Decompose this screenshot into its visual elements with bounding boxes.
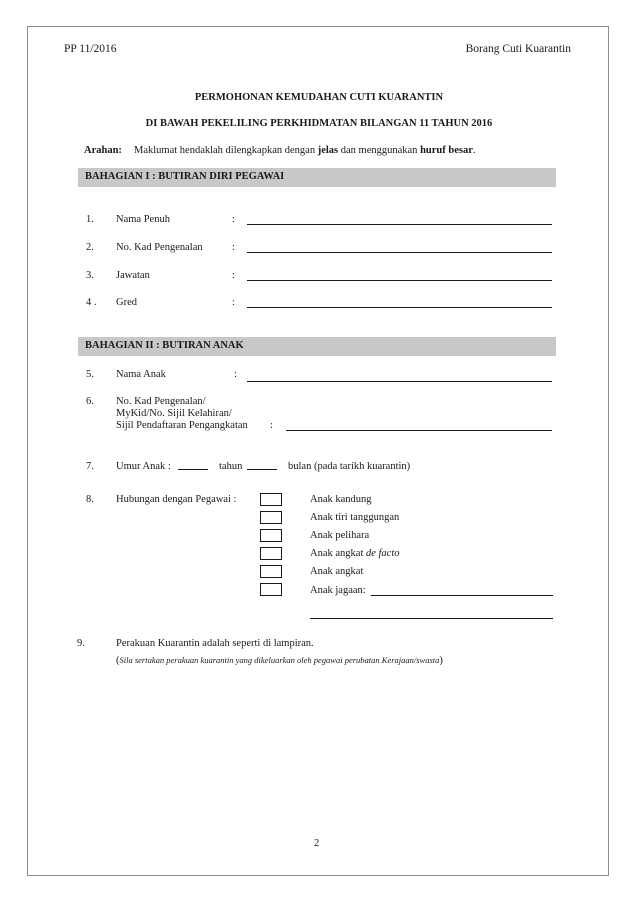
field6-colon: :	[270, 420, 273, 431]
field7-tahun-line[interactable]	[178, 469, 208, 470]
field2-num: 2.	[86, 242, 94, 253]
section1-heading: BAHAGIAN I : BUTIRAN DIRI PEGAWAI	[85, 171, 285, 182]
field8-label: Hubungan dengan Pegawai :	[116, 494, 237, 505]
field6-label-line3: Sijil Pendaftaran Pengangkatan	[116, 420, 248, 431]
field7-tahun: tahun	[219, 461, 243, 472]
checkbox-anak-tiri[interactable]	[260, 511, 282, 524]
field6-id-line[interactable]	[286, 430, 552, 431]
item9-text: Perakuan Kuarantin adalah seperti di lampiran.	[116, 638, 314, 649]
field3-num: 3.	[86, 270, 94, 281]
field6-label-line1: No. Kad Pengenalan/	[116, 396, 206, 407]
field4-label: Gred	[116, 297, 137, 308]
header-right: Borang Cuti Kuarantin	[465, 43, 571, 55]
option-anak-jagaan: Anak jagaan:	[310, 585, 366, 596]
form-subtitle: DI BAWAH PEKELILING PERKHIDMATAN BILANGAN 11 TAHUN 2016	[145, 118, 493, 129]
field7-bulan: bulan (pada tarikh kuarantin)	[288, 461, 411, 472]
page-number: 2	[314, 838, 320, 849]
header-left: PP 11/2016	[64, 43, 117, 55]
field3-label: Jawatan	[116, 270, 150, 281]
form-title: PERMOHONAN KEMUDAHAN CUTI KUARANTIN	[194, 92, 444, 103]
field5-colon: :	[234, 369, 237, 380]
field2-colon: :	[232, 242, 235, 253]
anak-jagaan-line-2[interactable]	[310, 618, 553, 619]
field3-colon: :	[232, 270, 235, 281]
field1-colon: :	[232, 214, 235, 225]
field5-nama-anak-line[interactable]	[247, 381, 552, 382]
field7-num: 7.	[86, 461, 94, 472]
arahan-text: Maklumat hendaklah dilengkapkan dengan jelas dan menggunakan huruf besar.	[134, 145, 476, 156]
arahan-label: Arahan:	[84, 145, 122, 156]
checkbox-anak-angkat[interactable]	[260, 565, 282, 578]
item9-num: 9.	[77, 638, 85, 649]
section1-heading-band	[78, 168, 556, 187]
field3-jawatan-line[interactable]	[247, 280, 552, 281]
anak-jagaan-line[interactable]	[371, 595, 553, 596]
field6-label-line2: MyKid/No. Sijil Kelahiran/	[116, 408, 232, 419]
field5-label: Nama Anak	[116, 369, 166, 380]
field1-num: 1.	[86, 214, 94, 225]
option-anak-angkat-de-facto: Anak angkat de facto	[310, 548, 400, 559]
field1-label: Nama Penuh	[116, 214, 170, 225]
item9-note: (Sila sertakan perakuan kuarantin yang dikeluarkan oleh pegawai perubatan Kerajaan/swasta)	[116, 655, 443, 666]
field7-label: Umur Anak :	[116, 461, 171, 472]
checkbox-anak-angkat-de-facto[interactable]	[260, 547, 282, 560]
checkbox-anak-kandung[interactable]	[260, 493, 282, 506]
field8-num: 8.	[86, 494, 94, 505]
section2-heading-band	[78, 337, 556, 356]
field1-nama-penuh-line[interactable]	[247, 224, 552, 225]
checkbox-anak-jagaan[interactable]	[260, 583, 282, 596]
field4-colon: :	[232, 297, 235, 308]
field4-gred-line[interactable]	[247, 307, 552, 308]
field4-num: 4 .	[86, 297, 97, 308]
option-anak-kandung: Anak kandung	[310, 494, 372, 505]
field5-num: 5.	[86, 369, 94, 380]
checkbox-anak-pelihara[interactable]	[260, 529, 282, 542]
field7-bulan-line[interactable]	[247, 469, 277, 470]
section2-heading: BAHAGIAN II : BUTIRAN ANAK	[85, 340, 244, 351]
field2-label: No. Kad Pengenalan	[116, 242, 203, 253]
field6-num: 6.	[86, 396, 94, 407]
option-anak-angkat: Anak angkat	[310, 566, 364, 577]
field2-kad-pengenalan-line[interactable]	[247, 252, 552, 253]
option-anak-tiri: Anak tiri tanggungan	[310, 512, 400, 523]
option-anak-pelihara: Anak pelihara	[310, 530, 370, 541]
